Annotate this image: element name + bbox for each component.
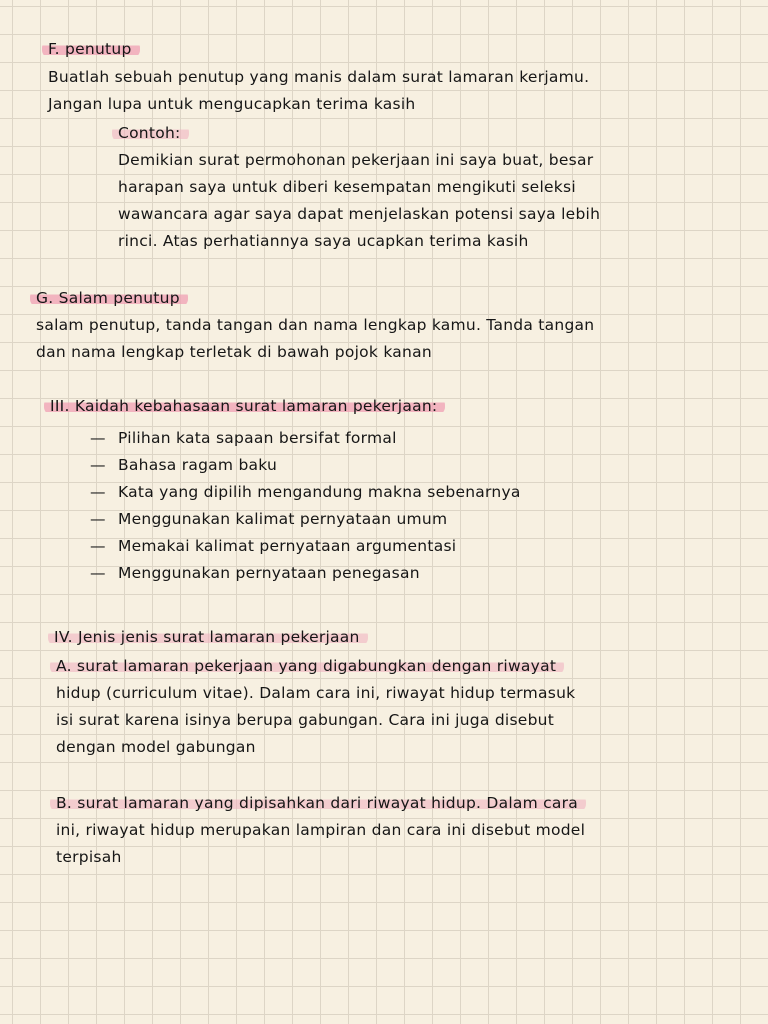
text-line: Jangan lupa untuk mengucapkan terima kasih bbox=[48, 95, 416, 113]
item-a-first-line: A. surat lamaran pekerjaan yang digabungkan dengan riwayat bbox=[50, 657, 564, 675]
text-line: ini, riwayat hidup merupakan lampiran dan cara ini disebut model bbox=[56, 821, 586, 839]
text-line: dan nama lengkap terletak di bawah pojok kanan bbox=[36, 343, 432, 361]
text-line: salam penutup, tanda tangan dan nama lengkap kamu. Tanda tangan bbox=[36, 316, 595, 334]
section-f-body bbox=[48, 64, 589, 118]
section-f-heading: F. penutup bbox=[42, 40, 140, 58]
example-line: rinci. Atas perhatiannya saya ucapkan terima kasih bbox=[118, 232, 529, 250]
section-iii bbox=[50, 393, 445, 420]
dash-bullet: — bbox=[90, 564, 106, 582]
text-line: hidup (curriculum vitae). Dalam cara ini, riwayat hidup termasuk bbox=[56, 684, 576, 702]
list-item bbox=[90, 452, 521, 479]
dash-bullet: — bbox=[90, 483, 106, 501]
example-line: harapan saya untuk diberi kesempatan mengikuti seleksi bbox=[118, 178, 576, 196]
list-item bbox=[90, 506, 521, 533]
section-iii-heading: III. Kaidah kebahasaan surat lamaran pekerjaan: bbox=[44, 397, 445, 415]
dash-bullet: — bbox=[90, 510, 106, 528]
list-item bbox=[90, 479, 521, 506]
list-item-text: Kata yang dipilih mengandung makna sebenarnya bbox=[118, 483, 521, 501]
section-g-heading: G. Salam penutup bbox=[30, 289, 188, 307]
section-iv-item-a bbox=[56, 653, 575, 761]
text-line: terpisah bbox=[56, 848, 122, 866]
section-iv bbox=[54, 624, 368, 651]
text-line: Buatlah sebuah penutup yang manis dalam surat lamaran kerjamu. bbox=[48, 68, 590, 86]
dash-bullet: — bbox=[90, 456, 106, 474]
section-iii-list bbox=[90, 425, 521, 587]
example-line: Demikian surat permohonan pekerjaan ini saya buat, besar bbox=[118, 151, 594, 169]
section-g bbox=[36, 285, 594, 366]
list-item bbox=[90, 425, 521, 452]
dash-bullet: — bbox=[90, 429, 106, 447]
list-item-text: Menggunakan kalimat pernyataan umum bbox=[118, 510, 448, 528]
text-line: isi surat karena isinya berupa gabungan. Cara ini juga disebut bbox=[56, 711, 555, 729]
list-item-text: Pilihan kata sapaan bersifat formal bbox=[118, 429, 397, 447]
dash-bullet: — bbox=[90, 537, 106, 555]
section-iv-heading: IV. Jenis jenis surat lamaran pekerjaan bbox=[48, 628, 368, 646]
list-item bbox=[90, 533, 521, 560]
list-item-text: Bahasa ragam baku bbox=[118, 456, 278, 474]
list-item bbox=[90, 560, 521, 587]
item-b-first-line: B. surat lamaran yang dipisahkan dari riwayat hidup. Dalam cara bbox=[50, 794, 586, 812]
section-iv-item-b bbox=[56, 790, 586, 871]
example-label: Contoh: bbox=[112, 124, 189, 142]
section-f-example bbox=[118, 120, 600, 255]
example-line: wawancara agar saya dapat menjelaskan potensi saya lebih bbox=[118, 205, 601, 223]
list-item-text: Memakai kalimat pernyataan argumentasi bbox=[118, 537, 457, 555]
section-f bbox=[48, 36, 140, 63]
text-line: dengan model gabungan bbox=[56, 738, 256, 756]
list-item-text: Menggunakan pernyataan penegasan bbox=[118, 564, 420, 582]
